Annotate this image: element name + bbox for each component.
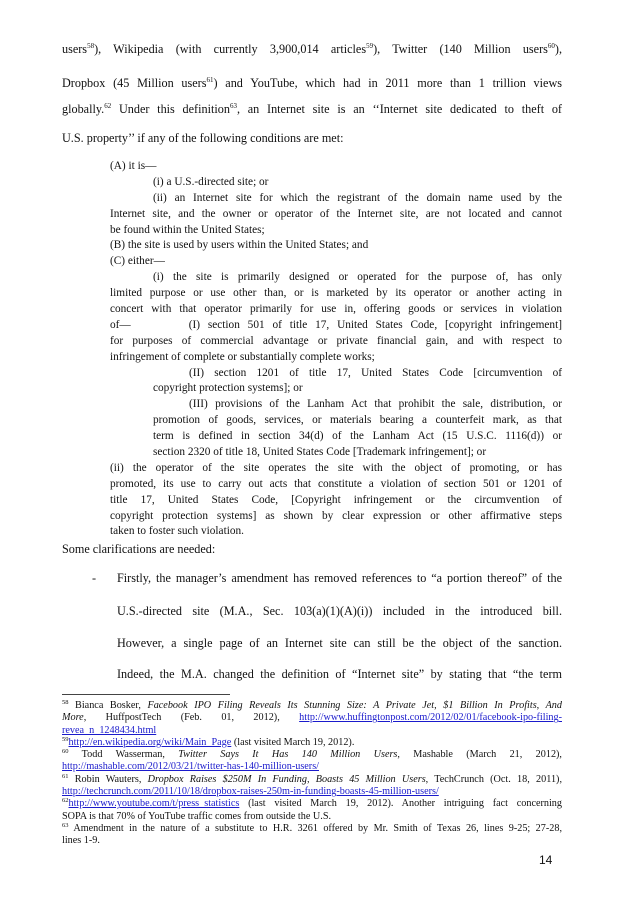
quote-line: taken to foster such violation. — [110, 525, 244, 538]
huffpost-link[interactable]: revea_n_1248434.html — [62, 724, 157, 736]
clarifications-heading: Some clarifications are needed: — [62, 542, 216, 556]
footnotes — [62, 700, 562, 848]
quote-line: Internet site, and the owner or operator of the Internet site, are not located and cannot — [110, 207, 562, 220]
quote-line: limited purpose or use other than, or is marketed by its operator or another acting in — [110, 287, 562, 300]
text: Bianca Bosker, — [68, 700, 148, 711]
quote-line — [110, 318, 562, 334]
text: ), — [554, 42, 562, 56]
footnote-ref-62[interactable]: 62 — [104, 102, 112, 110]
text: Robin Wauters, — [68, 773, 148, 785]
text: ), Wikipedia (with currently 3,900,014 articles — [94, 42, 367, 56]
text: ), Twitter (140 Million users — [373, 42, 548, 56]
quote-line: infringement of complete or substantially complete works; — [110, 350, 375, 363]
footnote-60-line — [62, 749, 562, 761]
footnote-58-line — [62, 700, 562, 712]
footnote-number: 59 — [62, 735, 69, 743]
footnote-58-line — [62, 725, 562, 737]
footnote-number: 58 — [62, 699, 69, 706]
text: Under this definition — [111, 102, 230, 116]
text: of— — [110, 318, 131, 331]
footnote-60-line — [62, 761, 562, 773]
text: Todd Wasserman, — [68, 749, 179, 761]
quote-line: (i) the site is primarily designed or operated for the purpose of, has only — [153, 271, 562, 284]
footnote-ref-58[interactable]: 58 — [87, 42, 95, 50]
quote-line: (ii) the operator of the site operates the site with the object of promoting, or has — [110, 461, 562, 474]
body-line-1 — [62, 42, 562, 56]
quote-line: (II) section 1201 of title 17, United States Code [circumvention of — [189, 366, 562, 379]
text: Twitter Says It Has 140 Million Users — [178, 749, 398, 761]
wikipedia-link[interactable]: http://en.wikipedia.org/wiki/Main_Page — [68, 736, 232, 748]
footnote-ref-60[interactable]: 60 — [547, 42, 555, 50]
footnote-59-line — [62, 737, 562, 749]
quote-line: term is defined in section 34(d) of the Lanham Act (15 U.S.C. 1116(d)) or — [153, 430, 562, 443]
quote-line: (C) either— — [110, 255, 165, 268]
footnote-ref-59[interactable]: 59 — [366, 42, 374, 50]
quote-line: section 2320 of title 18, United States Code [Trademark infringement]; or — [153, 446, 487, 459]
text: globally. — [62, 102, 105, 116]
body-line-2 — [62, 76, 562, 90]
footnote-separator — [62, 694, 230, 695]
footnote-62-line — [62, 798, 562, 810]
text: Dropbox (45 Million users — [62, 76, 207, 90]
text: , an Internet site is an ‘‘Internet site dedicated to theft of — [236, 102, 562, 116]
mashable-link[interactable]: http://mashable.com/2012/03/21/twitter-has-140-million-users/ — [62, 761, 319, 773]
text: Amendment in the nature of a substitute to H.R. 3261 offered by Mr. Smith of Texas 26, lines 9-25; 27-28, — [68, 822, 562, 834]
footnote-58-line — [62, 712, 562, 724]
footnote-63-line: lines 1-9. — [62, 835, 100, 847]
quote-line: promoted, its use to carry out acts that constitute a violation of section 501 or 1201 of — [110, 477, 562, 490]
list-bullet-dash: - — [92, 571, 97, 585]
footnote-number: 60 — [62, 748, 69, 756]
text: (last visited March 19, 2012). — [231, 736, 355, 748]
text: Facebook IPO Filing Reveals Its Stunning Size: A Private Jet, $1 Billion In Profits, And — [147, 700, 562, 711]
page-number: 14 — [539, 853, 553, 867]
youtube-link[interactable]: http://www.youtube.com/t/press_statistics — [68, 798, 240, 810]
quote-line: (ii) an Internet site for which the registrant of the domain name used by the — [153, 191, 562, 204]
footnote-number: 62 — [62, 797, 69, 805]
quote-line: (i) a U.S.-directed site; or — [153, 175, 269, 188]
text: (last visited March 19, 2012). Another intriguing fact concerning — [239, 798, 562, 810]
text: users — [62, 42, 88, 56]
footnote-ref-61[interactable]: 61 — [206, 76, 214, 84]
text: Dropbox Raises $250M In Funding, Boasts 45 Million Users — [147, 773, 426, 785]
footnote-61-line — [62, 786, 562, 798]
body-line-4: U.S. property’’ if any of the following conditions are met: — [62, 131, 344, 145]
list-line: Indeed, the M.A. changed the definition of “Internet site” by stating that “the term — [117, 667, 562, 681]
text: More — [62, 712, 84, 724]
quote-line: promotion of goods, services, or materials bearing a counterfeit mark, as that — [153, 414, 562, 427]
quote-line: (III) provisions of the Lanham Act that prohibit the sale, distribution, or — [189, 398, 562, 411]
quote-line: for purposes of commercial advantage or private financial gain, and with respect to — [110, 334, 562, 347]
quote-line: concert with that operator primarily for use in, offering goods or services in violation — [110, 303, 562, 316]
quote-line: title 17, United States Code, [Copyright infringement or the circumvention of — [110, 493, 562, 506]
footnote-number: 63 — [62, 821, 69, 829]
list-line: However, a single page of an Internet site can still be the object of the sanction. — [117, 636, 562, 650]
footnote-number: 61 — [62, 772, 69, 780]
footnote-61-line — [62, 774, 562, 786]
statute-quote — [110, 159, 562, 540]
quote-line: (A) it is— — [110, 160, 157, 172]
body-line-3 — [62, 102, 562, 116]
footnote-62-line: SOPA is that 70% of YouTube traffic comes from outside the U.S. — [62, 810, 332, 822]
text: (I) section 501 of title 17, United States Code, [copyright infringement] — [188, 318, 562, 331]
list-line: U.S.-directed site (M.A., Sec. 103(a)(1)(A)(i)) included in the introduced bill. — [117, 604, 562, 618]
text: , Mashable (March 21, 2012), — [397, 749, 562, 761]
quote-line: (B) the site is used by users within the United States; and — [110, 239, 369, 252]
quote-line: copyright protection systems] as shown by clear expression or other affirmative steps — [110, 509, 562, 522]
footnote-63-line — [62, 823, 562, 835]
text: ) and YouTube, which had in 2011 more than 1 trillion views — [213, 76, 562, 90]
huffpost-link[interactable]: http://www.huffingtonpost.com/2012/02/01/facebook-ipo-filing- — [299, 712, 562, 724]
text: , TechCrunch (Oct. 18, 2011), — [425, 773, 562, 785]
footnote-ref-63[interactable]: 63 — [229, 102, 237, 110]
quote-line: copyright protection systems]; or — [153, 382, 303, 395]
quote-line: be found within the United States; — [110, 223, 265, 236]
text: , HuffpostTech (Feb. 01, 2012), — [83, 712, 300, 724]
techcrunch-link[interactable]: http://techcrunch.com/2011/10/18/dropbox-raises-250m-in-funding-boasts-45-million-users/ — [62, 786, 439, 798]
list-line: Firstly, the manager’s amendment has removed references to “a portion thereof” of the — [117, 571, 562, 585]
